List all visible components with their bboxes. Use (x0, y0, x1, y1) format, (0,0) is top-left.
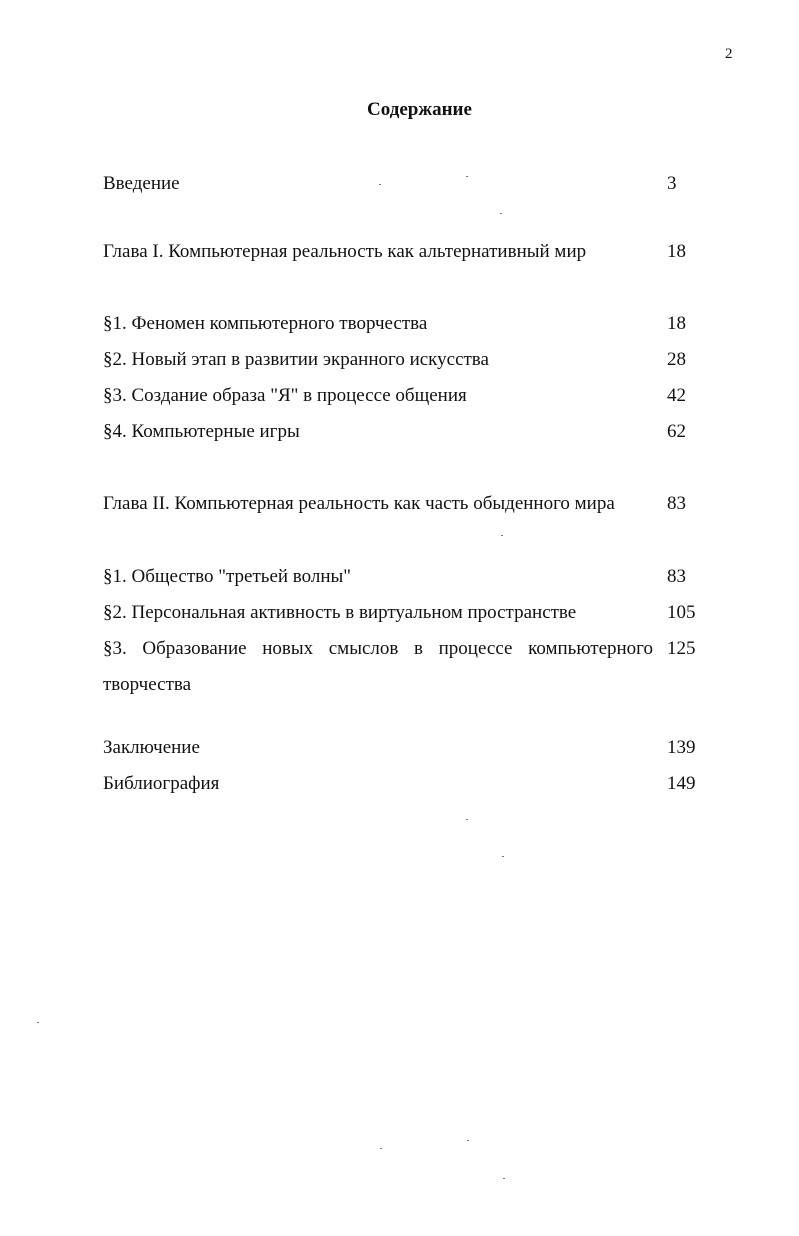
scan-speck (502, 856, 504, 857)
toc-entry-page: 28 (667, 349, 686, 370)
toc-entry-title: §2. Персональная активность в виртуальном пространстве (103, 602, 577, 623)
toc-entry-title: §2. Новый этап в развитии экранного искусства (103, 349, 489, 370)
toc-entry-page: 149 (667, 773, 696, 794)
toc-entry-title: Глава II. Компьютерная реальность как часть обыденного мира (103, 493, 615, 514)
toc-entry-title-continuation: творчества (103, 674, 192, 695)
toc-entry-title: §1. Общество "третьей волны" (103, 566, 352, 587)
scan-speck (501, 535, 503, 536)
toc-title: Содержание (367, 99, 472, 120)
toc-entry-page: 42 (667, 385, 686, 406)
scan-speck (37, 1022, 39, 1023)
scan-speck (500, 213, 502, 214)
toc-entry-page: 125 (667, 638, 696, 659)
scan-speck (467, 1140, 469, 1141)
toc-entry-title: Глава I. Компьютерная реальность как альтернативный мир (103, 241, 587, 262)
toc-entry-title: Библиография (103, 773, 220, 794)
toc-entry-title: §3. Создание образа "Я" в процессе общения (103, 385, 467, 406)
toc-entry-ch2-sec3 (103, 637, 697, 701)
scan-speck (380, 1148, 382, 1149)
toc-entry-title: Введение (103, 173, 180, 194)
page-number: 2 (725, 46, 733, 62)
toc-entry-page: 139 (667, 737, 696, 758)
toc-entry-page: 83 (667, 493, 686, 514)
toc-entry-title: Заключение (103, 737, 200, 758)
toc-entry-page: 105 (667, 602, 696, 623)
toc-entry-title: §4. Компьютерные игры (103, 421, 300, 442)
toc-entry-page: 3 (667, 173, 677, 194)
scan-speck (503, 1178, 505, 1179)
scan-speck (466, 819, 468, 820)
toc-entry-page: 18 (667, 313, 686, 334)
scan-speck (379, 184, 381, 185)
toc-entry-page: 62 (667, 421, 686, 442)
toc-entry-title: §3. Образование новых смыслов в процессе компьютерного (103, 638, 653, 659)
toc-entry-page: 18 (667, 241, 686, 262)
toc-entry-title: §1. Феномен компьютерного творчества (103, 313, 428, 334)
toc-entry-page: 83 (667, 566, 686, 587)
scan-speck (466, 176, 468, 177)
